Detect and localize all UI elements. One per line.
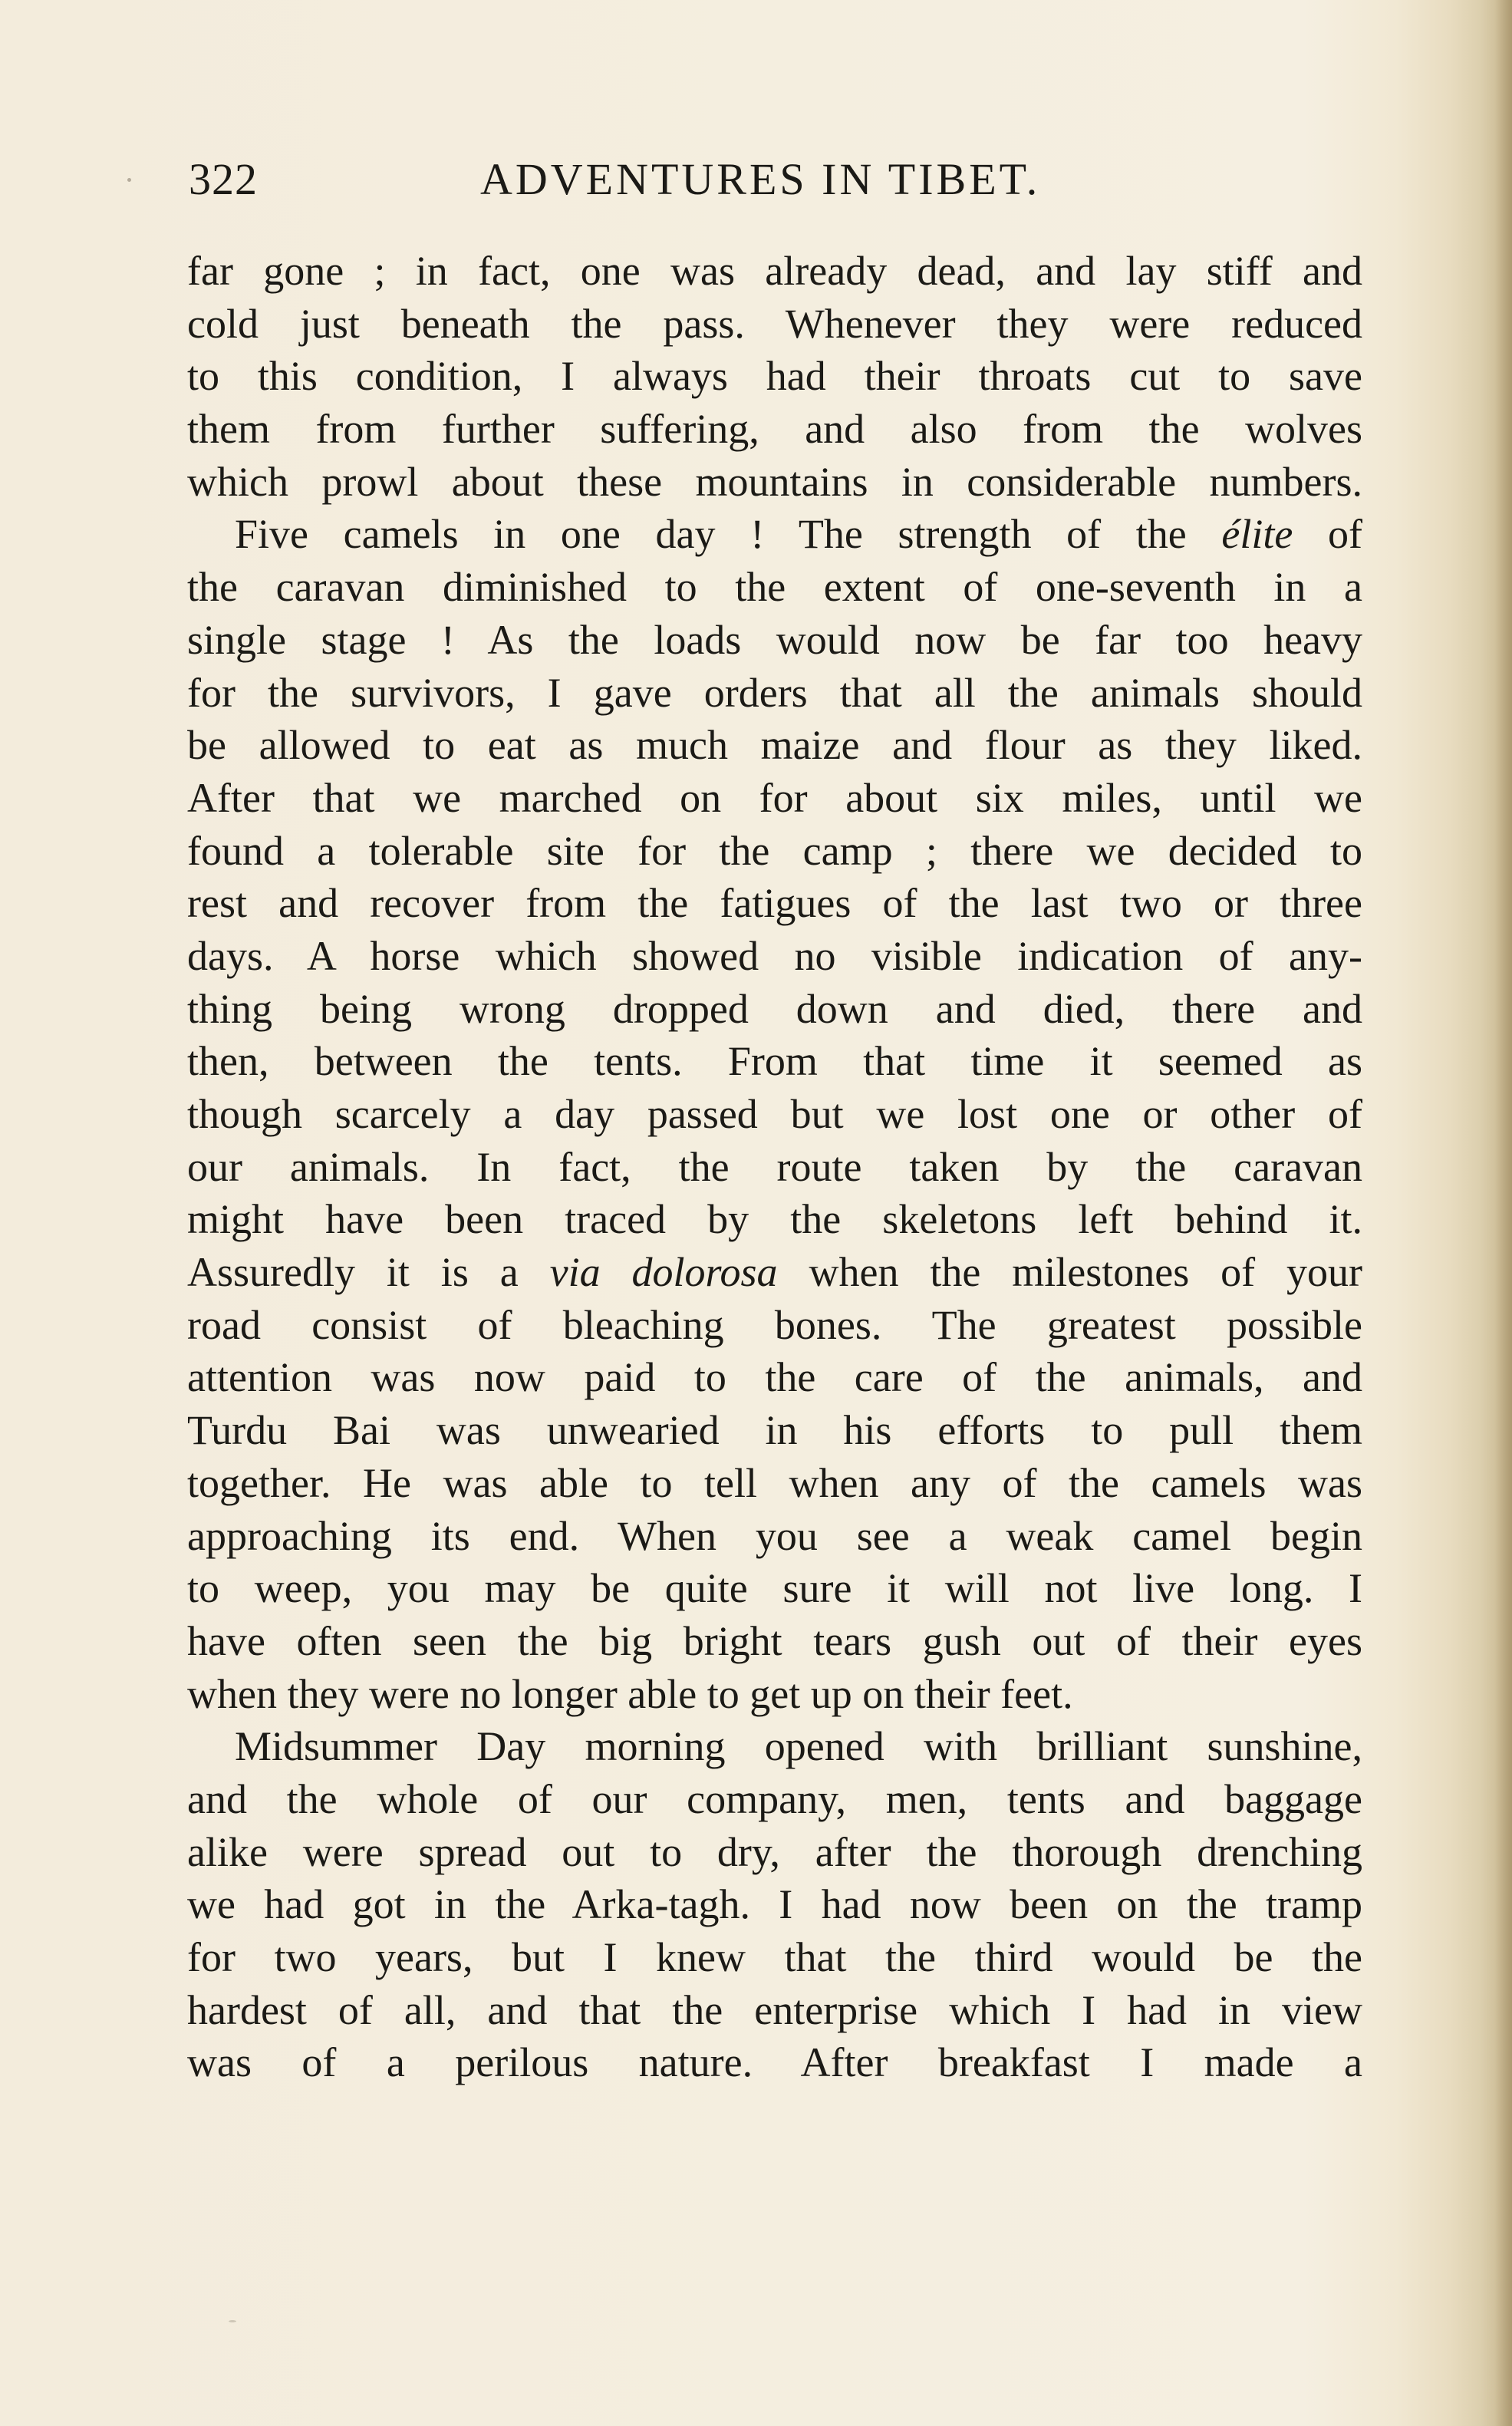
paper-speck bbox=[127, 178, 131, 182]
text-line: which prowl about these mountains in considerable numbers. bbox=[187, 458, 1362, 505]
italic-word: élite bbox=[1221, 511, 1293, 558]
text-line: cold just beneath the pass. Whenever they were reduced bbox=[187, 300, 1362, 347]
text-line: the caravan diminished to the extent of one-seventh in a bbox=[187, 564, 1362, 611]
text-line: then, between the tents. From that time it seemed as bbox=[187, 1038, 1362, 1085]
text-line: thing being wrong dropped down and died, there and bbox=[187, 985, 1362, 1032]
page-number: 322 bbox=[189, 154, 258, 204]
text-line: together. He was able to tell when any of the camels was bbox=[187, 1459, 1362, 1506]
text-line: rest and recover from the fatigues of the last two or three bbox=[187, 880, 1362, 927]
italic-phrase: via dolorosa bbox=[549, 1249, 778, 1296]
page-header bbox=[189, 153, 1362, 215]
text-line: though scarcely a day passed but we lost one or other of bbox=[187, 1091, 1362, 1137]
text-line: them from further suffering, and also from the wolves bbox=[187, 406, 1362, 453]
text-line: single stage ! As the loads would now be far too heavy bbox=[187, 616, 1362, 663]
text-line: far gone ; in fact, one was already dead, and lay stiff and bbox=[187, 248, 1362, 294]
text-line: After that we marched on for about six miles, until we bbox=[187, 774, 1362, 821]
text-line: to weep, you may be quite sure it will not live long. I bbox=[187, 1565, 1362, 1612]
text-line: we had got in the Arka-tagh. I had now been on the tramp bbox=[187, 1881, 1362, 1928]
text-line: approaching its end. When you see a weak camel begin bbox=[187, 1512, 1362, 1559]
text-line: be allowed to eat as much maize and flour as they liked. bbox=[187, 722, 1362, 769]
paragraph-start-line: Midsummer Day morning opened with brilliant sunshine, bbox=[235, 1723, 1362, 1770]
text-line: have often seen the big bright tears gush out of their eyes bbox=[187, 1617, 1362, 1664]
paragraph-end-line: when they were no longer able to get up on their feet. bbox=[187, 1670, 1073, 1717]
text-line: attention was now paid to the care of the animals, and bbox=[187, 1354, 1362, 1401]
text-line: might have been traced by the skeletons left behind it. bbox=[187, 1196, 1362, 1243]
text-line: days. A horse which showed no visible indication of any- bbox=[187, 932, 1362, 979]
text-line: alike were spread out to dry, after the thorough drenching bbox=[187, 1828, 1362, 1875]
text-line: found a tolerable site for the camp ; there we decided to bbox=[187, 827, 1362, 874]
text-line: hardest of all, and that the enterprise which I had in view bbox=[187, 1986, 1362, 2033]
paragraph-start-line: Five camels in one day ! The strength of the élite of bbox=[235, 511, 1362, 558]
page-gutter-shadow bbox=[1495, 0, 1512, 2426]
text-line: to this condition, I always had their throats cut to save bbox=[187, 353, 1362, 400]
text-line: Assuredly it is a via dolorosa when the milestones of your bbox=[187, 1249, 1362, 1296]
body-text bbox=[187, 245, 1362, 2089]
text-line: for the survivors, I gave orders that all the animals should bbox=[187, 669, 1362, 716]
text-line: for two years, but I knew that the third would be the bbox=[187, 1934, 1362, 1980]
text-line: road consist of bleaching bones. The greatest possible bbox=[187, 1301, 1362, 1348]
text-line: our animals. In fact, the route taken by the caravan bbox=[187, 1143, 1362, 1190]
text-line: and the whole of our company, men, tents and baggage bbox=[187, 1775, 1362, 1822]
running-title: ADVENTURES IN TIBET. bbox=[480, 154, 1041, 204]
paper-speck bbox=[229, 2320, 236, 2322]
text-line: was of a perilous nature. After breakfast I made a bbox=[187, 2039, 1362, 2086]
text-line: Turdu Bai was unwearied in his efforts to pull them bbox=[187, 1407, 1362, 1454]
